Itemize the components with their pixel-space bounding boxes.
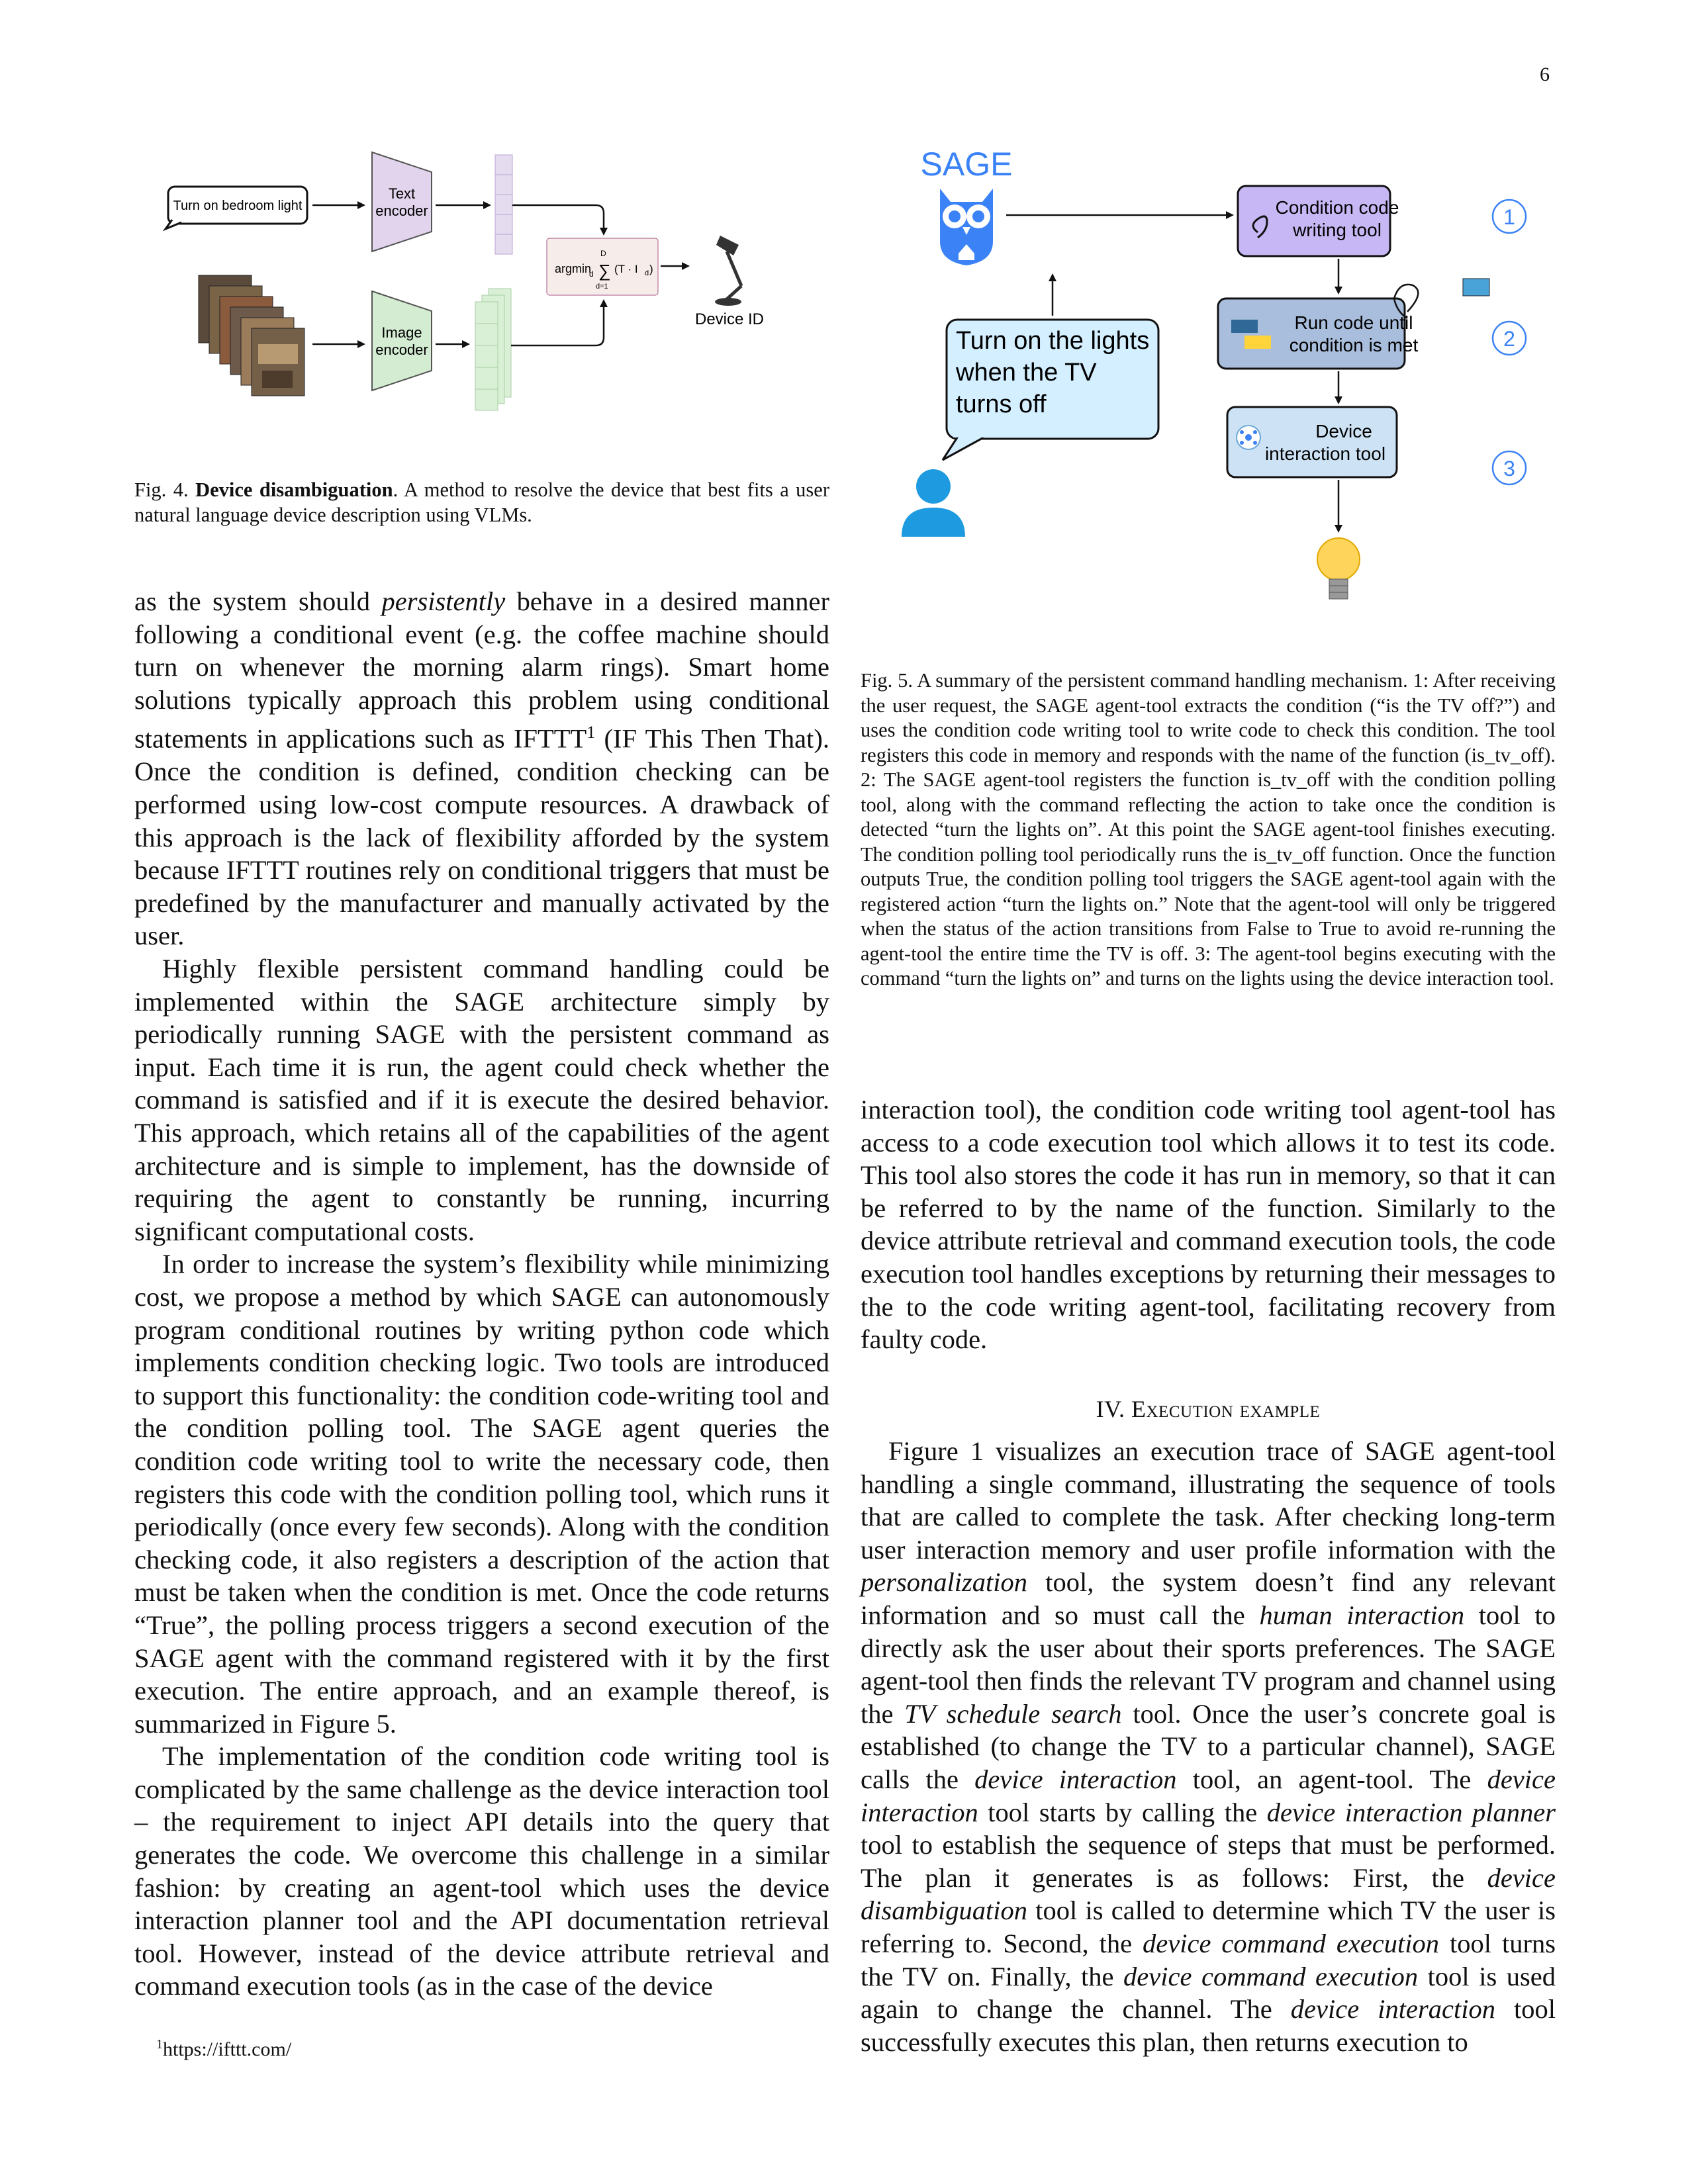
footnote-mark: 1 — [156, 2037, 163, 2052]
footnote-url: https://ifttt.com/ — [163, 2038, 292, 2060]
device-interaction-tool-box — [1227, 407, 1397, 477]
image-embedding-grid — [475, 289, 511, 410]
user-request-line2: when the TV — [956, 359, 1097, 387]
figure-5-persistent-command — [887, 142, 1536, 652]
formula-argmin: argmin — [555, 262, 592, 275]
text-encoder-block — [372, 152, 432, 251]
text-encoder-label-2: encoder — [375, 203, 428, 219]
run-code-until-condition-box — [1218, 298, 1418, 369]
paragraph-2: Highly flexible persistent command handling could be implemented within the SAGE architecture simply by periodically running SAGE with the persistent command as input. Each time it is run, the agent could check whether the command is satisfied and if it is execute the desired behavior. This approach, which retains all of the capabilities of the agent architecture and is simple to implement, has the downside of requiring the agent to constantly be running, incurring significant computational costs. — [134, 954, 829, 1246]
condition-code-writing-tool-box — [1238, 186, 1399, 256]
svg-text:d: d — [645, 269, 649, 277]
argmin-formula-box — [547, 238, 658, 295]
text-embedding-column — [495, 155, 512, 254]
right-paragraph-1: interaction tool), the condition code writing tool agent-tool has access to a code execution tool which allows it to test its code. This tool also stores the code it has run in memory, so that it can be referred to by the name of the function. Similarly to the device attribute retrieval and command execution tools, the code execution tool handles exceptions by returning their messages to the to the code writing agent-tool, facilitating recovery from faulty code. — [861, 1095, 1556, 1355]
user-person-icon — [902, 469, 965, 537]
room-images-stack — [199, 275, 305, 396]
light-bulb-icon — [1317, 538, 1360, 599]
box2-line1: Run code until — [1294, 312, 1413, 333]
text-encoder-label-1: Text — [388, 185, 416, 202]
svg-text:∑: ∑ — [598, 261, 611, 281]
device-id-label: Device ID — [694, 310, 765, 328]
step-2-number: 2 — [1503, 327, 1515, 351]
box1-line2: writing tool — [1293, 220, 1382, 240]
sage-owl-icon — [940, 189, 993, 265]
box3-line2: interaction tool — [1264, 443, 1386, 464]
step-3-number: 3 — [1503, 457, 1515, 480]
box1-line1: Condition code — [1275, 197, 1399, 218]
page-number: 6 — [1540, 64, 1550, 85]
image-encoder-block — [372, 291, 432, 390]
formula-sum-bottom: d=1 — [596, 283, 608, 291]
step-1-badge — [1493, 200, 1526, 233]
image-encoder-label-1: Image — [381, 324, 422, 341]
figure-4-title: Device disambiguation — [195, 478, 393, 501]
desk-lamp-icon — [715, 236, 741, 306]
formula-body: (T · I — [614, 263, 638, 275]
left-column-body — [134, 585, 829, 2003]
paragraph-4: The implementation of the condition code writing tool is complicated by the same challenge as the device interaction tool – the requirement to inject API details into the query that generates the code. We overcome this challenge in a similar fashion: by creating an agent-tool which uses the device interaction planner tool and the API documentation retrieval tool. However, instead of the device attribute retrieval and command execution tools (as in the case of the device — [134, 1741, 829, 2001]
step-3-badge — [1493, 451, 1526, 484]
sage-label: SAGE — [920, 146, 1013, 183]
formula-sum-top: D — [600, 249, 606, 258]
box2-line2: condition is met — [1289, 335, 1419, 355]
smartthings-logo-icon — [1237, 426, 1260, 449]
right-column-body-section — [861, 1435, 1556, 2058]
box3-line1: Device — [1315, 421, 1372, 441]
user-request-bubble — [943, 320, 1158, 460]
paragraph-3: In order to increase the system’s flexibility while minimizing cost, we propose a method by which SAGE can autonomously program conditional routines by writing python code which implements condition checking logic. Two tools are introduced to support this functionality: the condition code-writing tool and the condition polling tool. The SAGE agent queries the condition code writing tool to write the necessary code, then registers this code with the condition polling tool, which runs it periodically (once every few seconds). Along with the condition checking code, it also registers a description of the action that must be taken when the condition is met. Once the code returns “True”, the polling process triggers a second execution of the SAGE agent with the command registered with it by the first execution. The entire approach, and an example thereof, is summarized in Figure 5. — [134, 1249, 829, 1739]
figure-4-caption-text: . A method to resolve the device that best fits a user natural language device description using VLMs. — [134, 478, 829, 526]
tv-screen-icon — [1463, 279, 1489, 296]
section-heading-text: IV. Execution example — [1096, 1396, 1321, 1422]
formula-sub: d — [589, 269, 594, 279]
footnote — [156, 2037, 291, 2061]
figure-4-caption — [134, 478, 829, 527]
figure-4-label: Fig. 4. — [134, 478, 189, 501]
step-1-number: 1 — [1503, 205, 1515, 229]
figure-4-device-disambiguation — [159, 146, 827, 450]
command-speech-bubble — [165, 187, 307, 229]
image-encoder-label-2: encoder — [375, 341, 428, 358]
user-request-line1: Turn on the lights — [956, 327, 1150, 355]
figure-5-caption: Fig. 5. A summary of the persistent command handling mechanism. 1: After receiving the user request, the SAGE agent-tool extracts the condition (“is the TV off?”) and uses the condition code writing tool to write code to check this condition. The tool registers this code in memory and responds with the name of the function (is_tv_off). 2: The SAGE agent-tool registers the function is_tv_off with the condition polling tool, along with the command reflecting the action to take once the condition is detected “turn the lights on”. At this point the SAGE agent-tool finishes executing. The condition polling tool periodically runs the is_tv_off function. Once the function outputs True, the condition polling tool triggers the SAGE agent-tool again with the registered action “turn the lights on.” Note that the agent-tool will only be triggered when the status of the action transitions from False to True to avoid re-running the agent-tool the entire time the TV is off. 3: The agent-tool begins executing with the command “turn the lights on” and turns on the lights using the device interaction tool. — [861, 669, 1556, 989]
section-heading — [861, 1395, 1556, 1423]
paragraph-1: as the system should persistently behave in a desired manner following a conditional event (e.g. the coffee machine should turn on whenever the morning alarm rings). Smart home solutions typically approach this problem using conditional statements in applications such as IFTTT$^1$ (IF This Then That). Once the condition is defined, condition checking can be performed using low-cost compute resources. A drawback of this approach is the lack of flexibility afforded by the system because IFTTT routines rely on conditional triggers that must be predefined by the manufacturer and manually activated by the user. — [134, 586, 829, 951]
step-2-badge — [1493, 322, 1526, 355]
footnote-ref: 1 — [586, 723, 596, 743]
svg-text:): ) — [649, 263, 653, 275]
right-paragraph-2: Figure 1 visualizes an execution trace of SAGE agent-tool handling a single command, illustrating the sequence of tools that are called to complete the task. After checking long-term user interaction memory and user profile information with the personalization tool, the system doesn’t find any relevant information and so must call the human interaction tool to directly ask the user about their sports preferences. The SAGE agent-tool then finds the relevant TV program and channel using the TV schedule search tool. Once the user’s concrete goal is established (to change the TV to a particular channel), SAGE calls the device interaction tool, an agent-tool. The device interaction tool starts by calling the device interaction planner tool to establish the sequence of steps that must be performed. The plan it generates is as follows: First, the device disambiguation tool is called to determine which TV the user is referring to. Second, the device command execution tool turns the TV on. Finally, the device command execution tool is used again to change the channel. The device interaction tool successfully executes this plan, then returns execution to — [861, 1436, 1556, 2057]
command-text: Turn on bedroom light — [173, 199, 303, 213]
user-request-line3: turns off — [956, 390, 1047, 418]
right-column-body-top — [861, 1093, 1556, 1356]
